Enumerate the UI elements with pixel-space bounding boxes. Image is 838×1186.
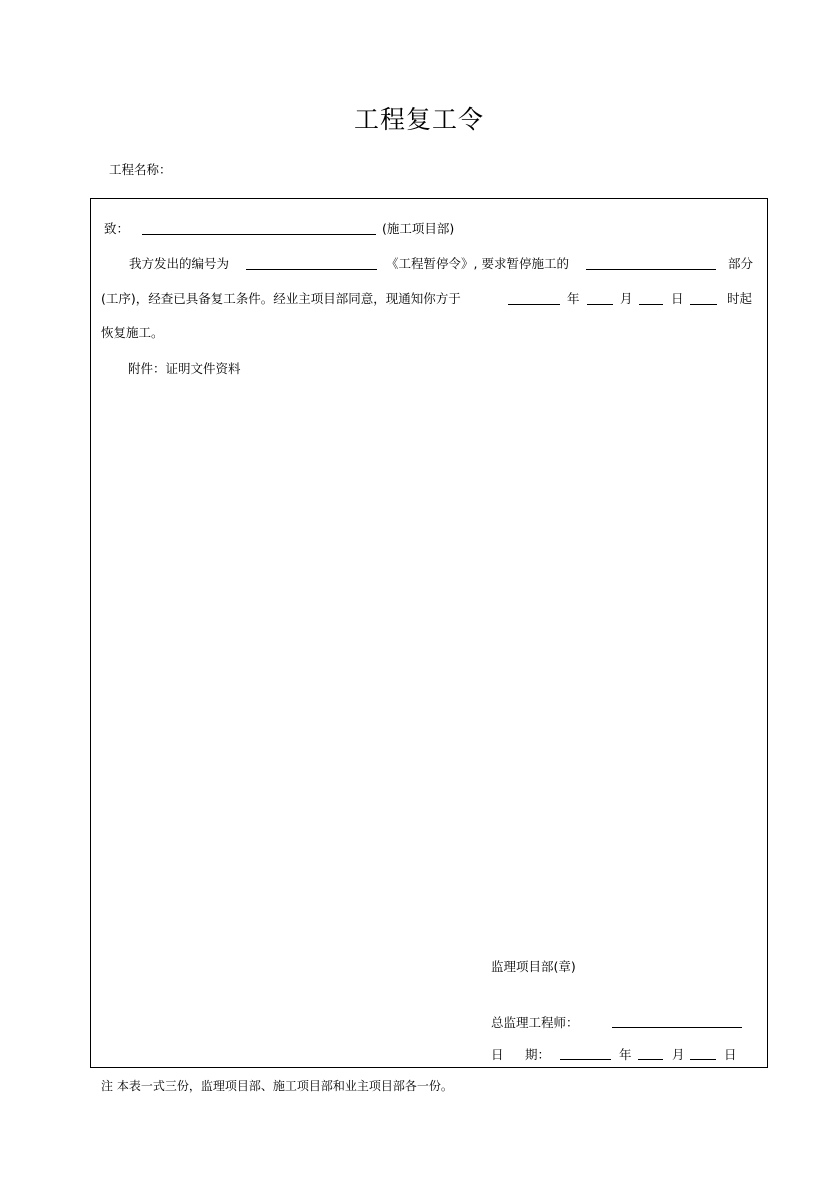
sign-year-label: 年 [619, 1047, 632, 1062]
to-suffix: (施工项目部) [382, 221, 455, 236]
resume-year-field[interactable] [508, 304, 560, 305]
line2-prefix: (工序)，经查已具备复工条件。经业主项目部同意，现通知你方于 [101, 291, 461, 306]
line3-text: 恢复施工。 [101, 325, 164, 340]
resume-day-label: 日 [671, 291, 684, 306]
suspended-part-field[interactable] [586, 269, 716, 270]
chief-engineer-label: 总监理工程师： [491, 1015, 579, 1030]
line1-middle: 《工程暂停令》, 要求暂停施工的 [386, 256, 569, 271]
resume-hour-field[interactable] [690, 304, 717, 305]
line1-suffix: 部分 [728, 256, 754, 271]
chief-engineer-signature-field[interactable] [612, 1027, 742, 1028]
date-label-day: 日 [491, 1047, 504, 1062]
order-number-field[interactable] [246, 269, 377, 270]
resume-day-field[interactable] [639, 304, 663, 305]
project-name-label: 工程名称： [109, 162, 172, 177]
to-label: 致： [104, 221, 130, 236]
attachment-text: 附件：证明文件资料 [128, 361, 241, 376]
form-frame [90, 198, 768, 1068]
recipient-field[interactable] [142, 234, 376, 235]
sign-day-field[interactable] [690, 1059, 716, 1060]
supervision-dept-seal: 监理项目部(章) [491, 959, 576, 974]
document-title: 工程复工令 [353, 105, 484, 134]
resume-hour-suffix: 时起 [727, 291, 753, 306]
line1-prefix: 我方发出的编号为 [129, 256, 230, 271]
sign-year-field[interactable] [560, 1059, 611, 1060]
sign-month-field[interactable] [638, 1059, 663, 1060]
date-label-period: 期： [525, 1047, 551, 1062]
resume-month-field[interactable] [587, 304, 613, 305]
footer-note: 注 本表一式三份，监理项目部、施工项目部和业主项目部各一份。 [101, 1079, 453, 1093]
resume-year-label: 年 [567, 291, 580, 306]
resume-month-label: 月 [620, 291, 633, 306]
sign-month-label: 月 [672, 1047, 685, 1062]
sign-day-label: 日 [724, 1047, 737, 1062]
